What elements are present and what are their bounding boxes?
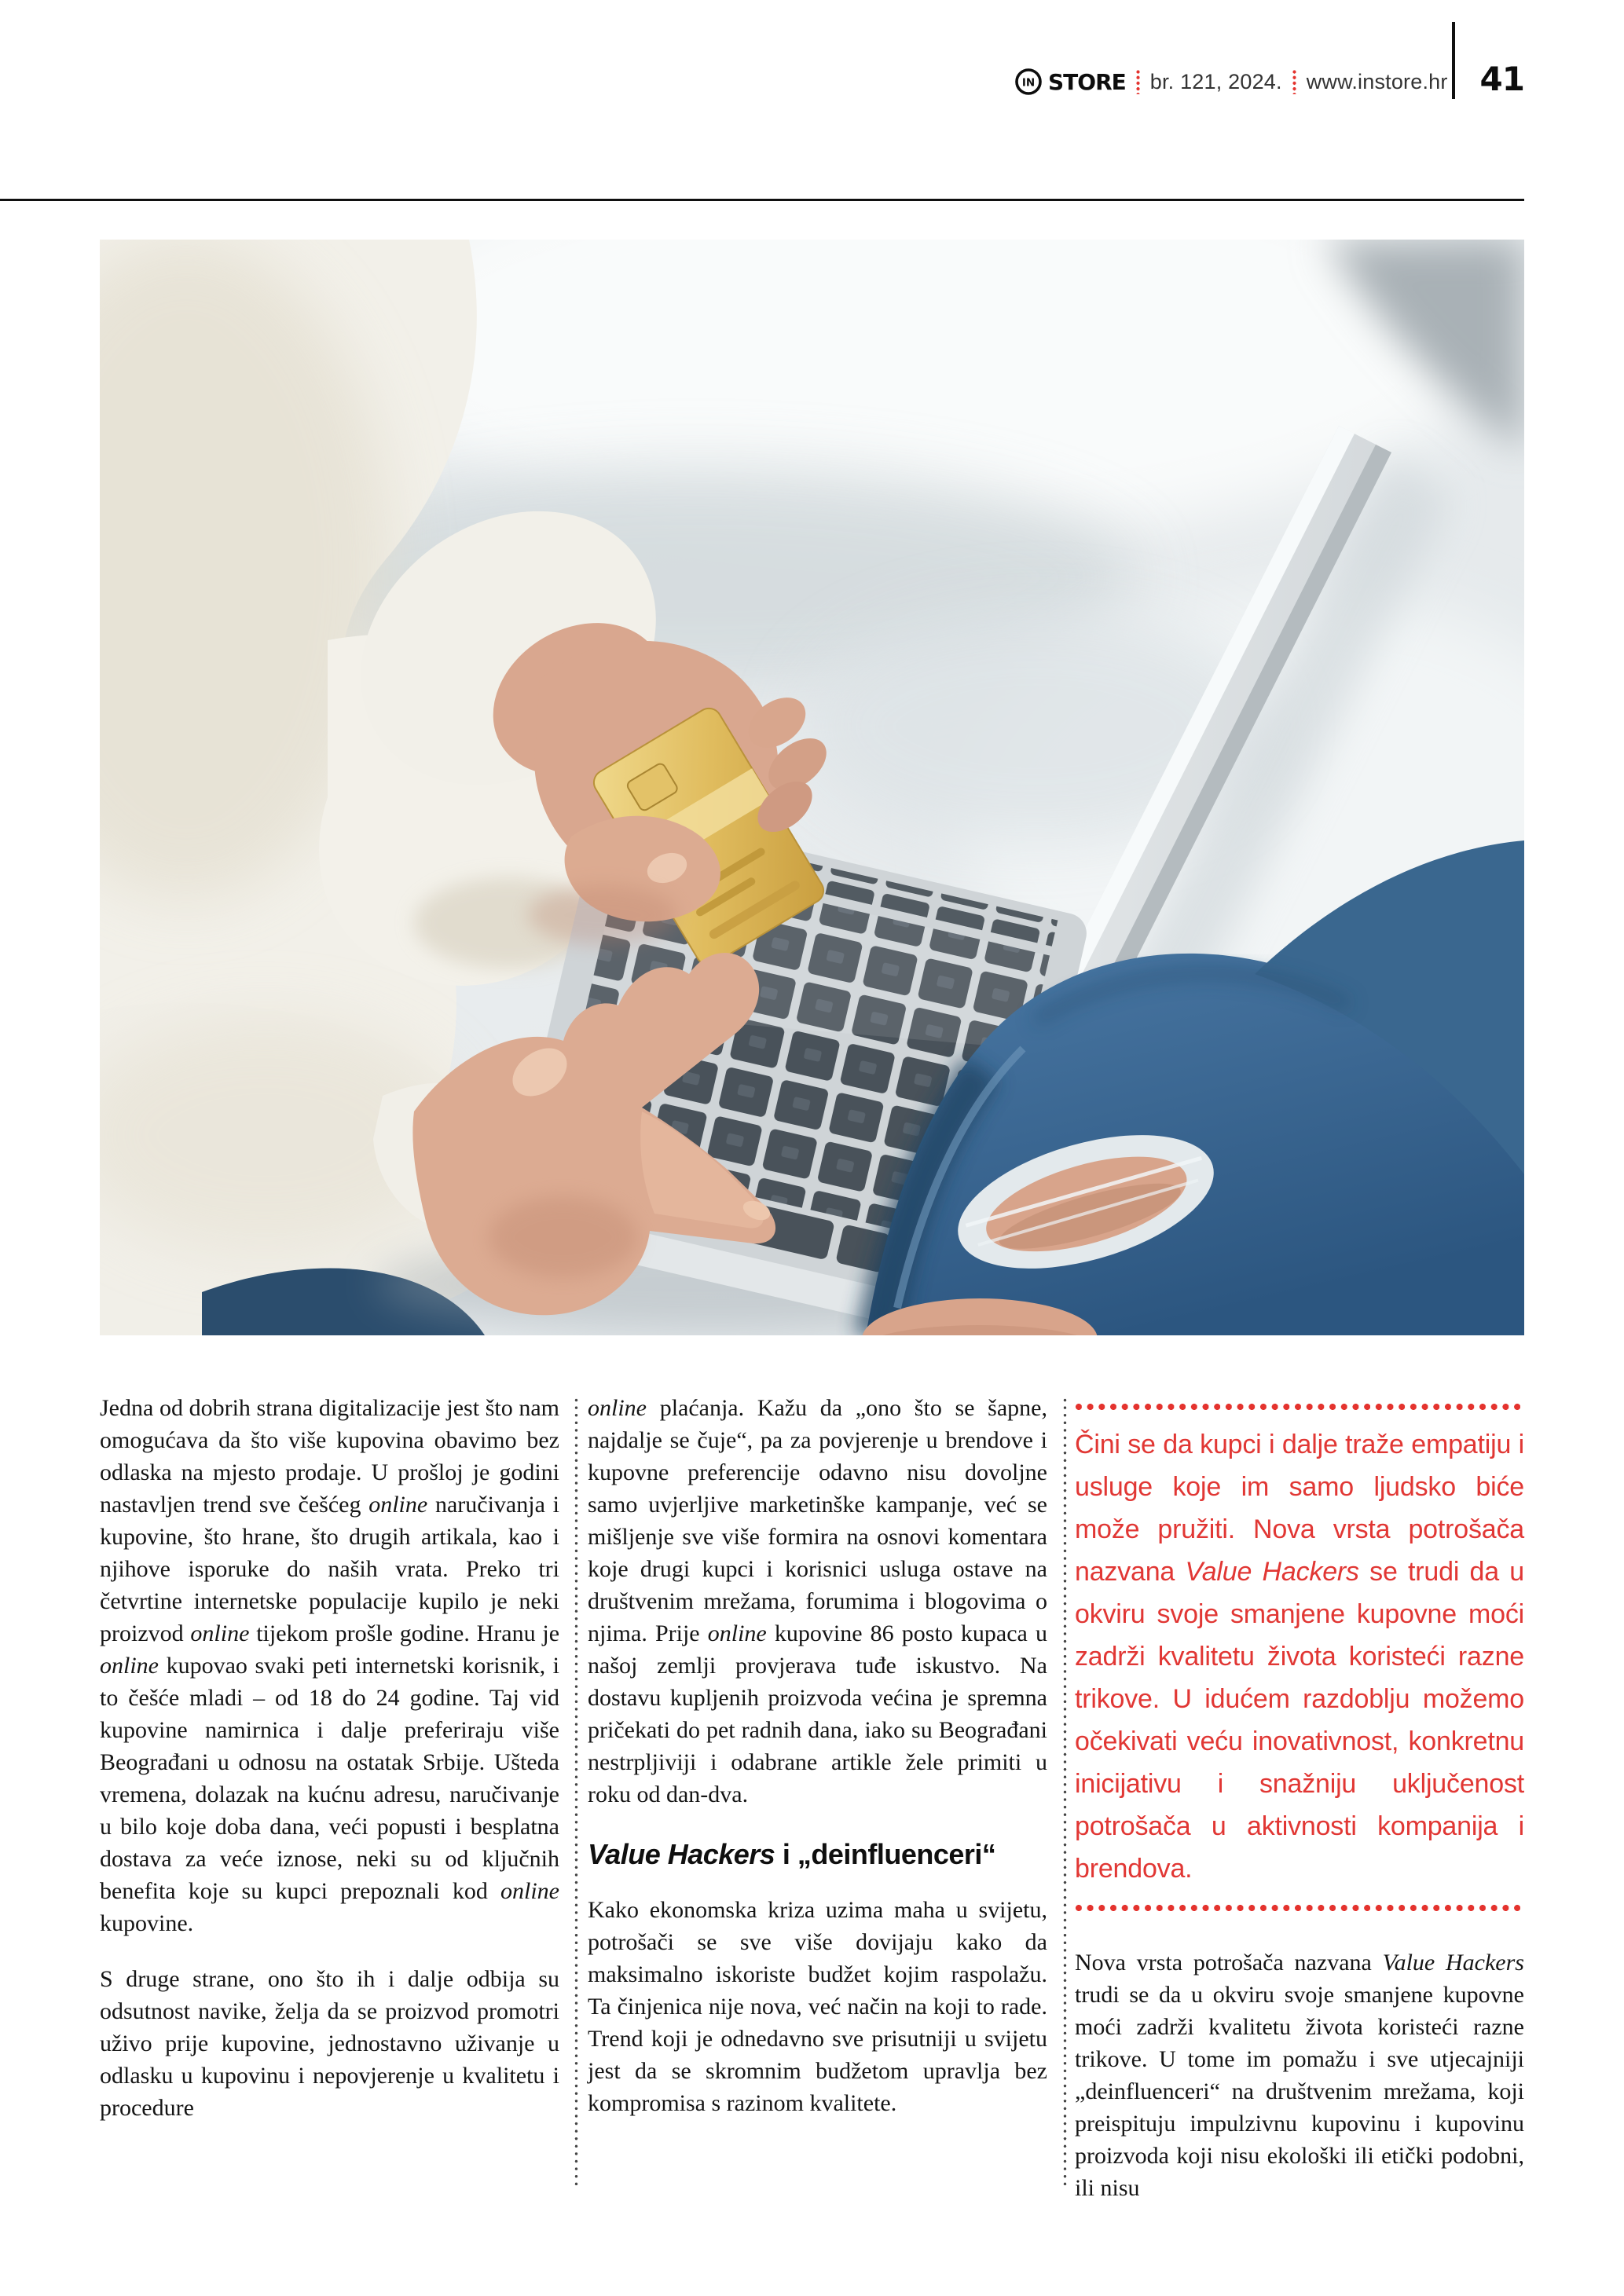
paragraph: Nova vrsta potrošača nazvana Value Hackers trudi se da u okviru svoje smanjene kupovne moći zadrži kvalitetu života koristeći razne trikove. U tome im pomažu i sve utjecajniji „deinfluenceri“ na društvenim mrežama, koji preispituju impulzivnu kupovinu i kupovinu proizvoda koji nisu ekološki ili etički podobni, ili nisu [1075, 1950, 1524, 2201]
column-3 [1075, 1392, 1524, 2228]
header-dotted-separator-icon [1292, 69, 1296, 94]
section-heading-italic: Value Hackers [588, 1838, 775, 1870]
section-heading-rest: i „deinfluenceri“ [775, 1838, 996, 1870]
header-rule [0, 199, 1524, 201]
pull-quote: Čini se da kupci i dalje traže empatiju i usluge koje im samo ljudsko biće može pružiti. Nova vrsta potrošača nazvana Value Hackers se trudi da u okviru svoje smanjene kupovne moći zadrži kvalitetu života koristeći razne trikove. U idućem razdoblju možemo očekivati veću inovativnost, konkretnu inicijativu i snažniju uključenost potrošača u aktivnosti kompanija i brendova. [1075, 1430, 1524, 1884]
paragraph: online plaćanja. Kažu da „ono što se šapne, najdalje se čuje“, pa za povjerenje u brendove i kupovne preferencije odavno nisu dovoljne samo uvjerljive marketinške kampanje, već se mišljenje sve više formira na osnovi komentara koje drugi kupci i korisnici usluga ostave na društvenim mrežama, forumima i blogovima o njima. Prije online kupovine 86 posto kupaca u našoj zemlji provjerava tuđe iskustvo. Na dostavu kupljenih proizvoda većina je spremna pričekati do pet radnih dana, iako su Beograđani nestrpljiviji i odabrane artikle žele primiti u roku od dan-dva. [588, 1395, 1048, 1807]
column-separator [1063, 1397, 1067, 2188]
page-number: 41 [1479, 60, 1524, 98]
article-photo [100, 240, 1524, 1335]
page-header [1015, 64, 1448, 99]
section-heading [588, 1837, 1047, 1872]
paragraph: Jedna od dobrih strana digitalizacije jest što nam omogućava da što više kupovina obavimo bez odlaska na mjesto prodaje. U prošloj je godini nastavljen trend sve češćeg online naručivanja i kupovine, što hrane, što drugih artikala, kao i njihove isporuke do naših vrata. Preko tri četvrtine internetske populacije kupilo je neki proizvod online tijekom prošle godine. Hranu je online kupovao svaki peti internetski korisnik, i to češće mladi – od 18 do 24 godine. Taj vid kupovine namirnica i dalje preferiraju više Beograđani u odnosu na ostatak Srbije. Ušteda vremena, dolazak na kućnu adresu, naručivanje u bilo koje doba dana, veći popusti i besplatna dostava za veće iznose, neki su od ključnih benefita koje su kupci prepoznali kod online kupovine. [100, 1395, 560, 1936]
paragraph: Kako ekonomska kriza uzima maha u svijetu, potrošači se sve više dovijaju kako da maksimalno iskoriste budžet kojim raspolažu. Ta činjenica nije nova, već način na koji to rade. Trend koji je odnedavno sve prisutniji u svijetu jest da se skromnim budžetom upravlja bez kompromisa s razinom kvalitete. [588, 1897, 1047, 2116]
header-dotted-separator-icon [1136, 69, 1140, 94]
column-separator [574, 1397, 578, 2188]
magazine-logo-text: STORE [1048, 68, 1126, 95]
pullquote-top-rule [1075, 1403, 1524, 1411]
issue-number: br. 121, 2024. [1149, 69, 1282, 93]
svg-text:IN: IN [1021, 76, 1036, 90]
pullquote-bottom-rule [1075, 1904, 1524, 1912]
paragraph: S druge strane, ono što ih i dalje odbija su odsutnost navike, želja da se proizvod promotri uživo prije kupovine, jednostavno uživanje u odlasku u kupovinu i nepovjerenje u kvalitetu i procedure [100, 1966, 559, 2121]
magazine-logo [1015, 68, 1126, 95]
column-1 [100, 1392, 559, 2148]
photo-illustration [100, 240, 1524, 1335]
instore-logo-icon [1015, 68, 1042, 95]
column-2 [588, 1392, 1047, 2143]
website-link[interactable]: www.instore.hr [1306, 69, 1448, 93]
